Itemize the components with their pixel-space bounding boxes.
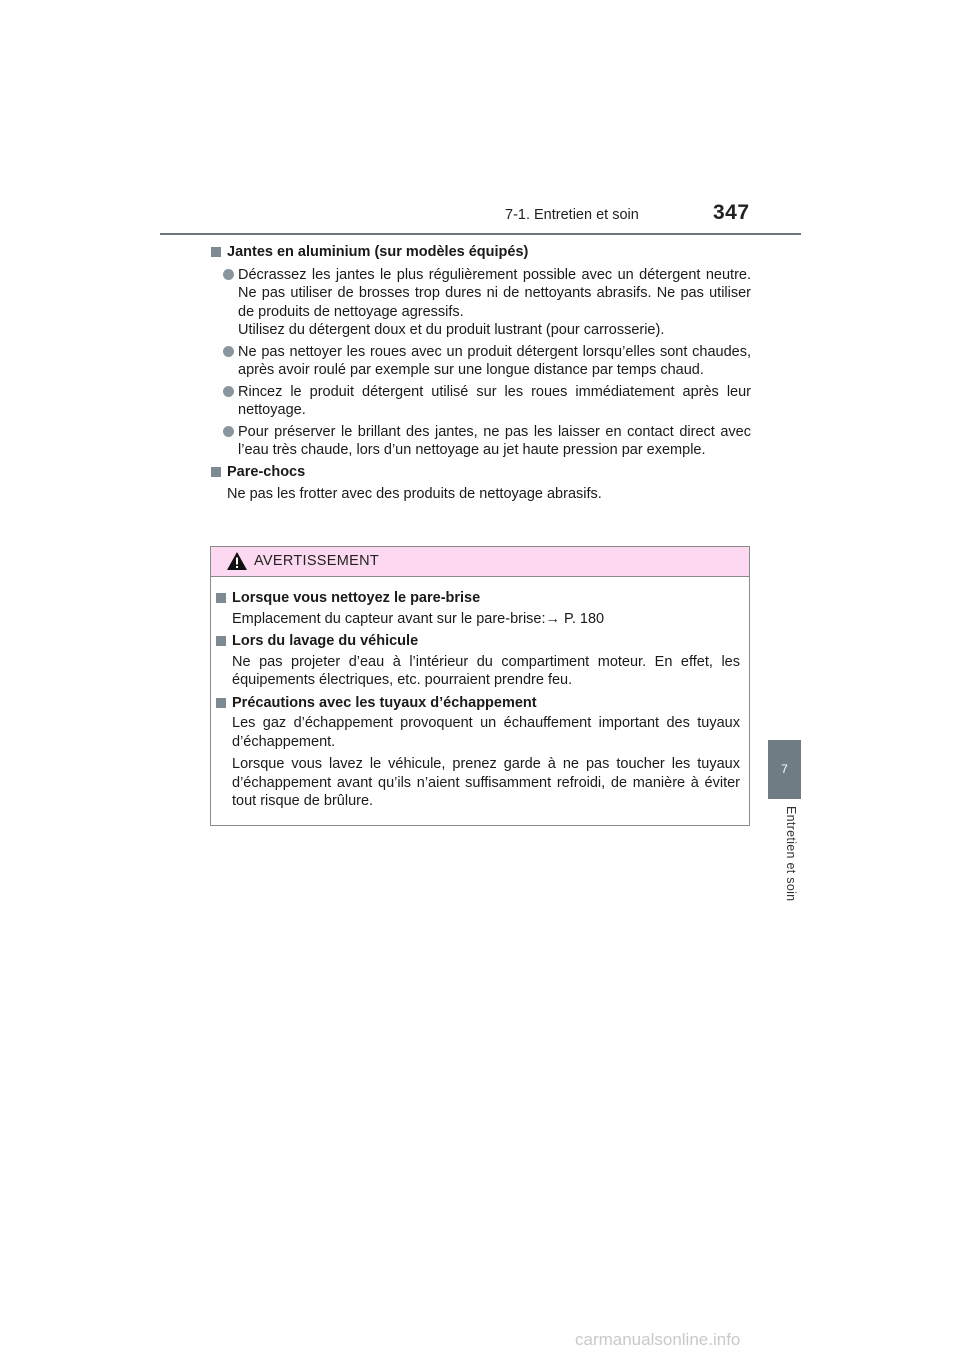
section-bumpers: [211, 463, 751, 504]
section-paragraph: [216, 755, 740, 811]
paragraph-text: Ne pas les frotter avec des produits de nettoyage abrasifs.: [227, 486, 602, 502]
section-title: Lors du lavage du véhicule: [232, 633, 419, 649]
paragraph-text: Les gaz d’échappement provoquent un échauffement important des tuyaux d’échappement.: [232, 715, 740, 750]
section-paragraph: [216, 610, 740, 629]
watermark: carmanualsonline.info: [575, 1330, 741, 1349]
section-title: Pare-chocs: [227, 463, 306, 480]
chapter-tab-label: Entretien et soin: [784, 806, 798, 902]
warning-section: [216, 694, 740, 811]
section-heading: [216, 694, 740, 713]
square-bullet-icon: [216, 698, 226, 708]
warning-title: AVERTISSEMENT: [254, 553, 380, 569]
round-bullet-icon: [223, 346, 234, 357]
list-item-text: Ne pas nettoyer les roues avec un produit détergent lorsqu’elles sont chaudes, après avoir roulé par exemple sur une longue distance par temps chaud.: [238, 343, 751, 378]
header-rule: [160, 233, 801, 235]
warning-header: [211, 547, 749, 577]
list-item-text: Utilisez du détergent doux et du produit lustrant (pour carrosserie).: [238, 322, 665, 338]
section-heading: [211, 463, 751, 482]
page-number: 347: [713, 201, 750, 224]
paragraph-text: Emplacement du capteur avant sur le pare-brise:→ P. 180: [232, 610, 605, 627]
warning-triangle-icon: [226, 551, 248, 571]
section-title: Jantes en aluminium (sur modèles équipés): [227, 244, 529, 260]
round-bullet-icon: [223, 386, 234, 397]
section-paragraph: [216, 653, 740, 690]
round-bullet-icon: [223, 269, 234, 280]
list-item: [211, 266, 751, 340]
section-heading: [216, 589, 740, 608]
list-item: [211, 423, 751, 460]
warning-section: [216, 632, 740, 690]
section-paragraph: [216, 714, 740, 751]
square-bullet-icon: [211, 247, 221, 257]
list-item: [211, 343, 751, 380]
section-paragraph: [211, 485, 751, 504]
section-title: Précautions avec les tuyaux d’échappement: [232, 694, 537, 711]
warning-box: [210, 546, 750, 826]
section-heading: [211, 243, 751, 262]
section-alloy-wheels: [211, 243, 751, 460]
list-item: [211, 383, 751, 420]
round-bullet-icon: [223, 426, 234, 437]
list-item-text: Décrassez les jantes le plus régulièrement possible avec un détergent neutre. Ne pas utiliser de brosses trop dures ni de nettoyants abrasifs. Ne pas utiliser de produits de nettoyage agressifs.: [238, 266, 751, 320]
chapter-tab: 7: [768, 740, 801, 799]
warning-body: [211, 577, 749, 811]
warning-section: [216, 589, 740, 628]
header-section-title: 7-1. Entretien et soin: [505, 207, 639, 223]
main-content: [211, 243, 751, 508]
square-bullet-icon: [216, 593, 226, 603]
section-title: Lorsque vous nettoyez le pare-brise: [232, 590, 481, 606]
list-item-text: Pour préserver le brillant des jantes, ne pas les laisser en contact direct avec l’eau très chaude, lors d’un nettoyage au jet haute pression par exemple.: [238, 423, 751, 458]
list-item-text: Rincez le produit détergent utilisé sur les roues immédiatement après leur nettoyage.: [238, 383, 751, 418]
square-bullet-icon: [211, 467, 221, 477]
square-bullet-icon: [216, 636, 226, 646]
section-heading: [216, 632, 740, 651]
paragraph-text: Lorsque vous lavez le véhicule, prenez garde à ne pas toucher les tuyaux d’échappement avant qu’ils n’aient suffisamment refroidi, de manière à éviter tout risque de brûlure.: [232, 756, 740, 809]
paragraph-text: Ne pas projeter d’eau à l’intérieur du compartiment moteur. En effet, les équipements électriques, etc. pourraient prendre feu.: [232, 653, 740, 688]
